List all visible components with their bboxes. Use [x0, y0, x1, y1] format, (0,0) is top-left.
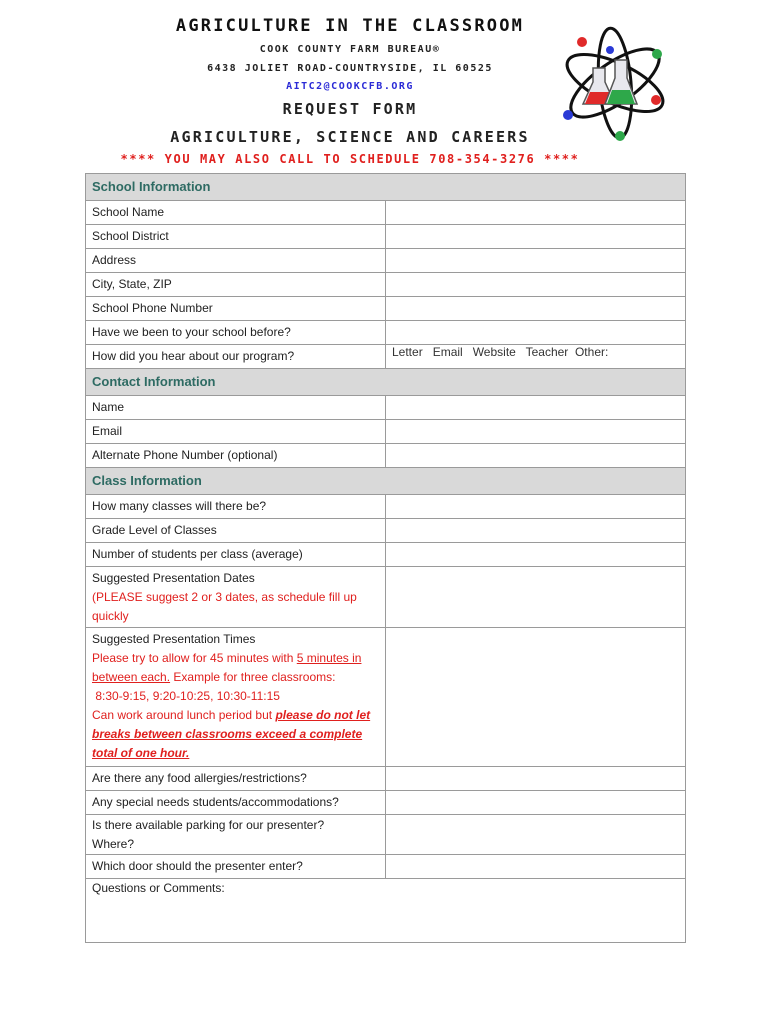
table-row: [86, 420, 686, 444]
class-count-field[interactable]: [386, 495, 686, 519]
field-label: School Phone Number: [86, 297, 386, 321]
table-row: [86, 879, 686, 943]
field-label: Is there available parking for our presenter?: [92, 818, 325, 832]
organization-name: COOK COUNTY FARM BUREAU®: [259, 44, 441, 55]
contact-name-field[interactable]: [386, 396, 686, 420]
table-row: [86, 791, 686, 815]
dates-label-cell: [86, 567, 386, 628]
call-notice: **** YOU MAY ALSO CALL TO SCHEDULE 708-354-3276 ****: [120, 152, 580, 166]
request-form-heading: REQUEST FORM: [282, 100, 418, 118]
table-row: [86, 396, 686, 420]
contact-section-header: [86, 369, 686, 396]
table-row: [86, 815, 686, 855]
table-row: [86, 628, 686, 767]
contact-email-field[interactable]: [386, 420, 686, 444]
field-label: Any special needs students/accommodations?: [86, 791, 386, 815]
address-field[interactable]: [386, 249, 686, 273]
table-row: [86, 273, 686, 297]
field-label: How many classes will there be?: [86, 495, 386, 519]
table-row: [86, 495, 686, 519]
field-label: Name: [86, 396, 386, 420]
lunch-note: Can work around lunch period but please do not let breaks between classrooms exceed a complete total of one hour.: [92, 708, 371, 760]
times-label-cell: [86, 628, 386, 767]
table-row: [86, 201, 686, 225]
section-heading: School Information: [86, 174, 686, 201]
organization-email[interactable]: AITC2@COOKCFB.ORG: [286, 81, 414, 92]
section-heading: Contact Information: [86, 369, 686, 396]
section-heading: Class Information: [86, 468, 686, 495]
students-per-class-field[interactable]: [386, 543, 686, 567]
alternate-phone-field[interactable]: [386, 444, 686, 468]
field-label: Grade Level of Classes: [86, 519, 386, 543]
field-label: Where?: [92, 837, 135, 851]
presentation-times-field[interactable]: [386, 628, 686, 767]
request-form-table: [85, 173, 686, 943]
organization-address: 6438 JOLIET ROAD-COUNTRYSIDE, IL 60525: [207, 63, 493, 74]
comments-field[interactable]: [86, 879, 686, 943]
school-name-field[interactable]: [386, 201, 686, 225]
table-row: [86, 297, 686, 321]
field-label: Are there any food allergies/restrictions?: [86, 767, 386, 791]
field-label: Which door should the presenter enter?: [86, 855, 386, 879]
city-state-zip-field[interactable]: [386, 273, 686, 297]
special-needs-field[interactable]: [386, 791, 686, 815]
table-row: [86, 444, 686, 468]
entry-door-field[interactable]: [386, 855, 686, 879]
parking-label-cell: [86, 815, 386, 855]
allergies-field[interactable]: [386, 767, 686, 791]
form-subtitle: AGRICULTURE, SCIENCE AND CAREERS: [170, 128, 530, 146]
school-district-field[interactable]: [386, 225, 686, 249]
field-label: Questions or Comments:: [92, 881, 225, 895]
field-label: Email: [86, 420, 386, 444]
field-label: Have we been to your school before?: [86, 321, 386, 345]
form-title: AGRICULTURE IN THE CLASSROOM: [175, 16, 525, 36]
table-row: [86, 321, 686, 345]
table-row: [86, 225, 686, 249]
grade-level-field[interactable]: [386, 519, 686, 543]
presentation-dates-field[interactable]: [386, 567, 686, 628]
table-row: [86, 543, 686, 567]
atom-beaker-icon: [560, 20, 670, 145]
table-row: [86, 767, 686, 791]
field-label: Alternate Phone Number (optional): [86, 444, 386, 468]
table-row: [86, 345, 686, 369]
field-label: Number of students per class (average): [86, 543, 386, 567]
table-row: [86, 855, 686, 879]
class-section-header: [86, 468, 686, 495]
field-label: City, State, ZIP: [86, 273, 386, 297]
field-label: Address: [86, 249, 386, 273]
school-phone-field[interactable]: [386, 297, 686, 321]
field-label: Suggested Presentation Times: [92, 632, 256, 646]
table-row: [86, 519, 686, 543]
visited-before-field[interactable]: [386, 321, 686, 345]
table-row: [86, 567, 686, 628]
school-section-header: [86, 174, 686, 201]
table-row: [86, 249, 686, 273]
field-label: How did you hear about our program?: [86, 345, 386, 369]
field-label: Suggested Presentation Dates: [92, 571, 255, 585]
times-example: 8:30-9:15, 9:20-10:25, 10:30-11:15: [92, 689, 280, 703]
parking-field[interactable]: [386, 815, 686, 855]
times-note: Please try to allow for 45 minutes with 5 minutes in between each. Example for three classrooms:: [92, 651, 362, 684]
dates-note: (PLEASE suggest 2 or 3 dates, as schedule fill up quickly: [92, 590, 357, 623]
field-label: School District: [86, 225, 386, 249]
field-label: School Name: [86, 201, 386, 225]
referral-options-field[interactable]: Letter Email Website Teacher Other:: [386, 345, 686, 369]
